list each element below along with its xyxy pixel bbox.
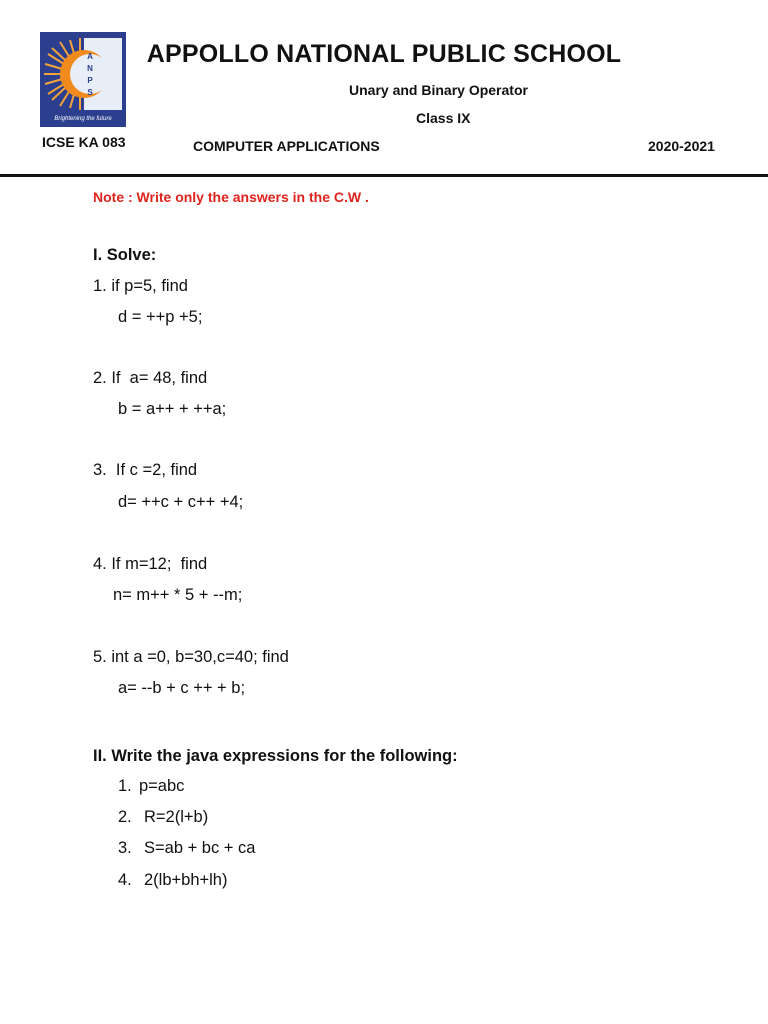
question-expression: d= ++c + c++ +4; [118,493,244,511]
worksheet-topic: Unary and Binary Operator [349,82,528,98]
question-text: 4. If m=12; find [93,555,208,573]
board-code: ICSE KA 083 [42,134,126,150]
logo-letter: A [87,52,93,61]
header-divider [0,174,768,177]
list-item: R=2(l+b) [144,808,209,826]
logo-tagline: Brightening the future [54,116,112,122]
section-heading: II. Write the java expressions for the following: [93,747,458,765]
list-item: 2(lb+bh+lh) [144,871,228,889]
question-text: 1. if p=5, find [93,277,188,295]
question-text: 5. int a =0, b=30,c=40; find [93,648,289,666]
section-heading: I. Solve: [93,246,157,264]
school-name: APPOLLO NATIONAL PUBLIC SCHOOL [146,40,622,68]
question-text: 3. If c =2, find [93,461,198,479]
list-item: S=ab + bc + ca [144,839,256,857]
logo-letter: S [87,88,93,97]
list-number: 1. [118,777,132,795]
academic-year: 2020-2021 [648,138,715,154]
subject-label: COMPUTER APPLICATIONS [193,138,380,154]
list-number: 2. [118,808,132,826]
logo-letter: N [87,64,93,73]
list-item: p=abc [139,777,185,795]
class-label: Class IX [416,110,471,126]
logo-letter: P [87,76,93,85]
question-expression: a= --b + c ++ + b; [118,679,246,697]
question-expression: d = ++p +5; [118,308,203,326]
list-number: 3. [118,839,132,857]
question-expression: b = a++ + ++a; [118,400,227,418]
list-number: 4. [118,871,132,889]
question-expression: n= m++ * 5 + --m; [113,586,243,604]
instruction-note: Note : Write only the answers in the C.W . [93,189,369,205]
question-text: 2. If a= 48, find [93,369,208,387]
